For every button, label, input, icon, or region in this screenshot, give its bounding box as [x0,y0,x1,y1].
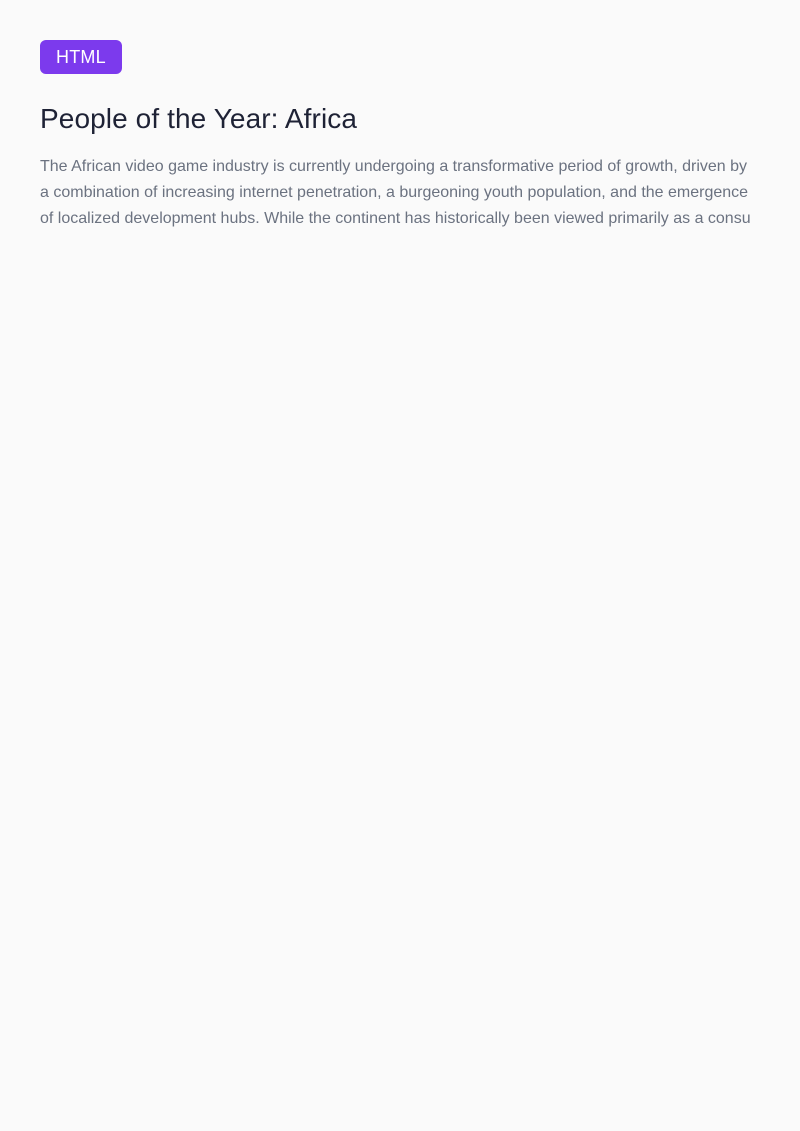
page-title: People of the Year: Africa [40,103,358,134]
article-body: The African video game industry is currently undergoing a transformative period of growth, driven by a combination of increasing internet penetration, a burgeoning youth population, and the emergence of localized development hubs. While the continent has historically been viewed primarily as a consu [40,158,751,227]
format-badge: HTML [40,40,122,74]
